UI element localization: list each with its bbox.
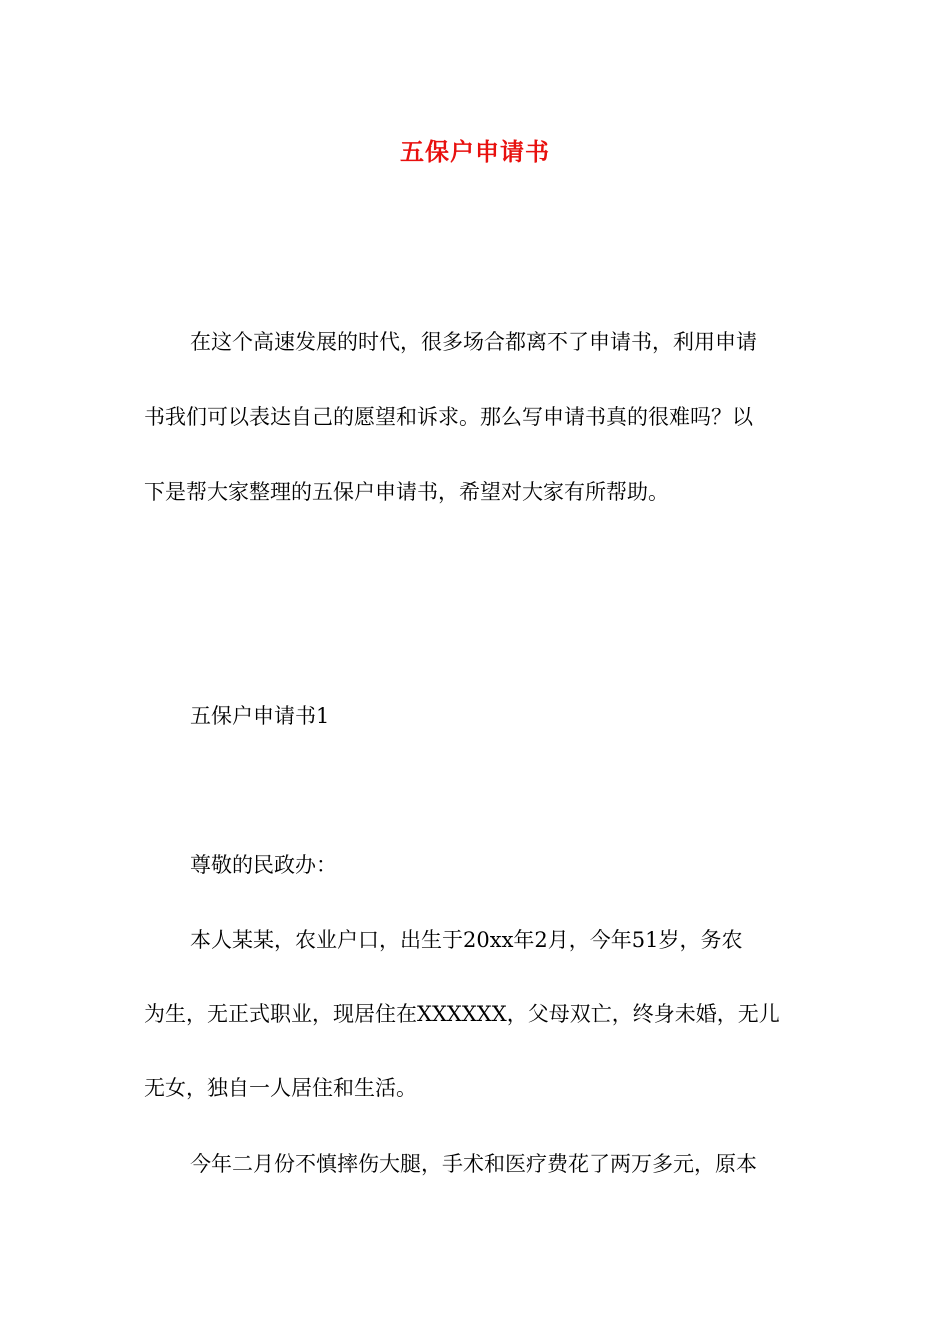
intro-line-3: 下是帮大家整理的五保户申请书，希望对大家有所帮助。	[144, 480, 669, 504]
body-line-4: 今年二月份不慎摔伤大腿，手术和医疗费花了两万多元，原本	[190, 1152, 757, 1176]
body-line-2: 为生，无正式职业，现居住在XXXXXX，父母双亡，终身未婚，无儿	[144, 1002, 780, 1026]
section-heading: 五保户申请书1	[190, 704, 330, 728]
intro-line-1: 在这个高速发展的时代，很多场合都离不了申请书，利用申请	[190, 330, 757, 354]
salutation: 尊敬的民政办：	[190, 853, 337, 877]
body-line-3: 无女，独自一人居住和生活。	[144, 1076, 417, 1100]
document-title: 五保户申请书	[400, 138, 550, 166]
intro-line-2: 书我们可以表达自己的愿望和诉求。那么写申请书真的很难吗？以	[144, 405, 753, 429]
body-line-1: 本人某某，农业户口，出生于20xx年2月，今年51岁，务农	[190, 928, 743, 952]
